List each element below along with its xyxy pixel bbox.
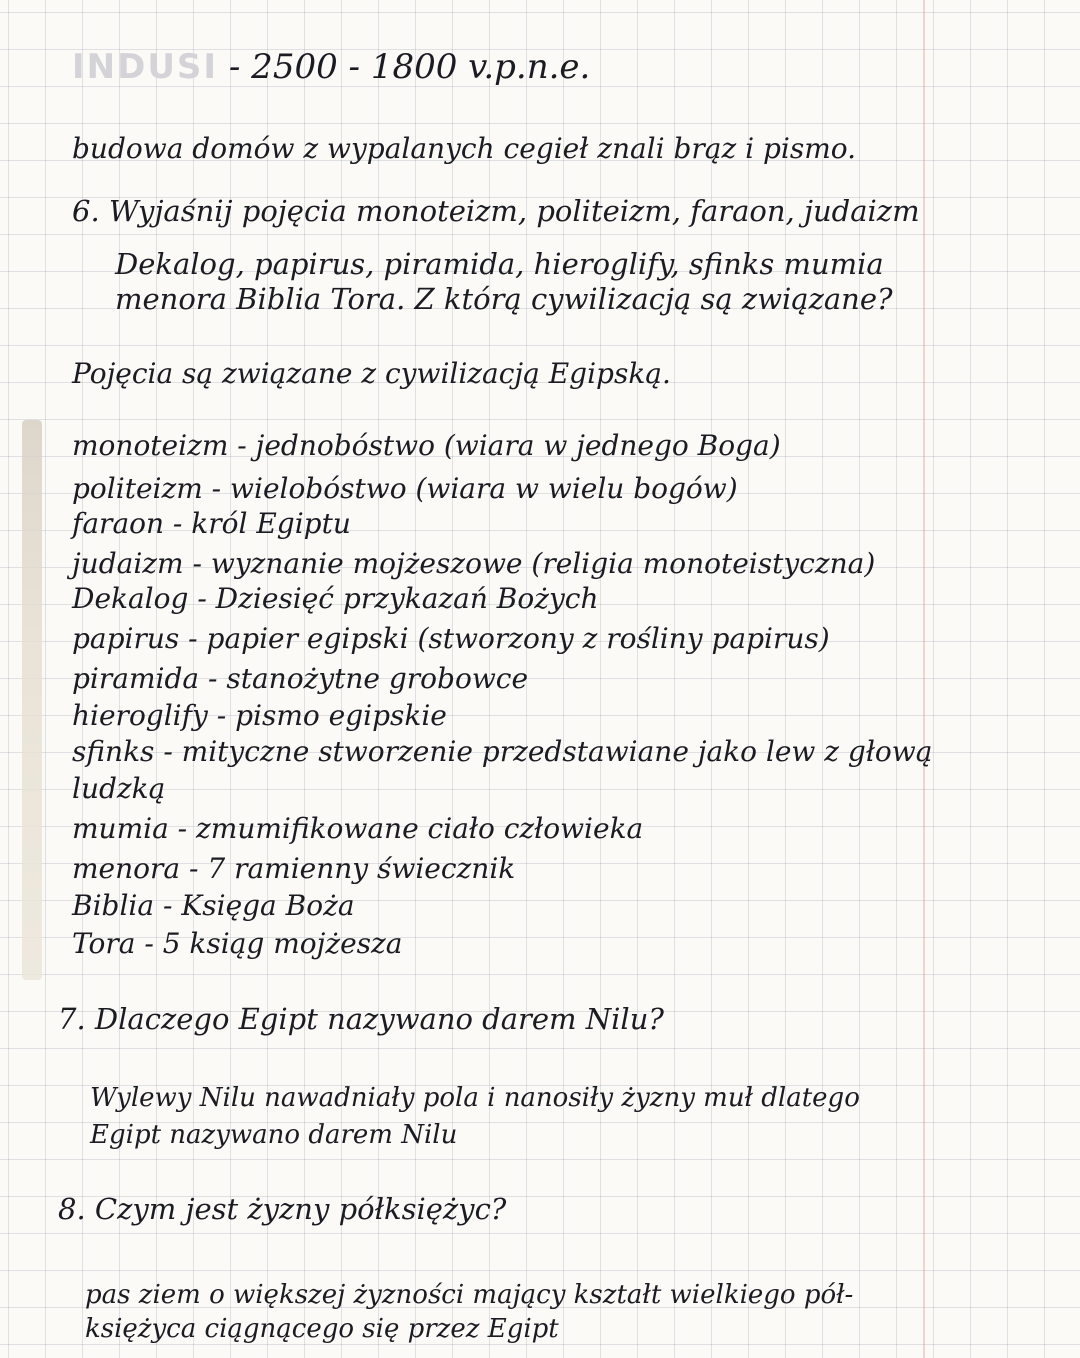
q6-answer: Pojęcia są związane z cywilizacją Egipską. bbox=[72, 357, 671, 390]
q8-answer-line-2: księżyca ciągnącego się przez Egipt bbox=[85, 1314, 559, 1344]
q8-question: 8. Czym jest żyzny półksiężyc? bbox=[58, 1192, 507, 1226]
q7-answer-line-1: Wylewy Nilu nawadniały pola i nanosiły żyzny muł dlatego bbox=[90, 1083, 860, 1113]
q6-line-3: menora Biblia Tora. Z którą cywilizacją są związane? bbox=[115, 282, 893, 316]
definition-sfinks: sfinks - mityczne stworzenie przedstawiane jako lew z głową bbox=[72, 735, 933, 768]
q6-line-1: 6. Wyjaśnij pojęcia monoteizm, politeizm, faraon, judaizm bbox=[72, 194, 920, 228]
highlighter-mark bbox=[22, 420, 42, 980]
definition-sfinks-cont: ludzką bbox=[72, 772, 166, 805]
heading-dates: - 2500 - 1800 v.p.n.e. bbox=[228, 47, 591, 87]
q7-question: 7. Dlaczego Egipt nazywano darem Nilu? bbox=[58, 1002, 664, 1036]
notebook-margin-line bbox=[923, 0, 925, 1358]
definition-hieroglify: hieroglify - pismo egipskie bbox=[72, 699, 447, 732]
definition-piramida: piramida - stanożytne grobowce bbox=[72, 662, 529, 695]
intro-text: budowa domów z wypalanych cegieł znali brąz i pismo. bbox=[72, 132, 857, 165]
q8-answer-line-1: pas ziem o większej żyzności mający kształt wielkiego pół- bbox=[85, 1280, 854, 1310]
q7-answer-line-2: Egipt nazywano darem Nilu bbox=[90, 1120, 458, 1150]
definition-monoteizm: monoteizm - jednobóstwo (wiara w jednego Boga) bbox=[72, 429, 781, 462]
definition-menora: menora - 7 ramienny świecznik bbox=[72, 852, 516, 885]
q6-line-2: Dekalog, papirus, piramida, hieroglify, sfinks mumia bbox=[115, 247, 884, 281]
definition-faraon: faraon - król Egiptu bbox=[72, 507, 351, 540]
definition-dekalog: Dekalog - Dziesięć przykazań Bożych bbox=[72, 582, 599, 615]
heading bbox=[72, 47, 591, 87]
definition-tora: Tora - 5 ksiąg mojżesza bbox=[72, 927, 403, 960]
definition-mumia: mumia - zmumifikowane ciało człowieka bbox=[72, 812, 644, 845]
heading-word: INDUSI bbox=[72, 47, 219, 87]
definition-politeizm: politeizm - wielobóstwo (wiara w wielu bogów) bbox=[72, 472, 738, 505]
definition-papirus: papirus - papier egipski (stworzony z rośliny papirus) bbox=[72, 622, 830, 655]
definition-biblia: Biblia - Księga Boża bbox=[72, 889, 355, 922]
definition-judaizm: judaizm - wyznanie mojżeszowe (religia monoteistyczna) bbox=[72, 547, 876, 580]
